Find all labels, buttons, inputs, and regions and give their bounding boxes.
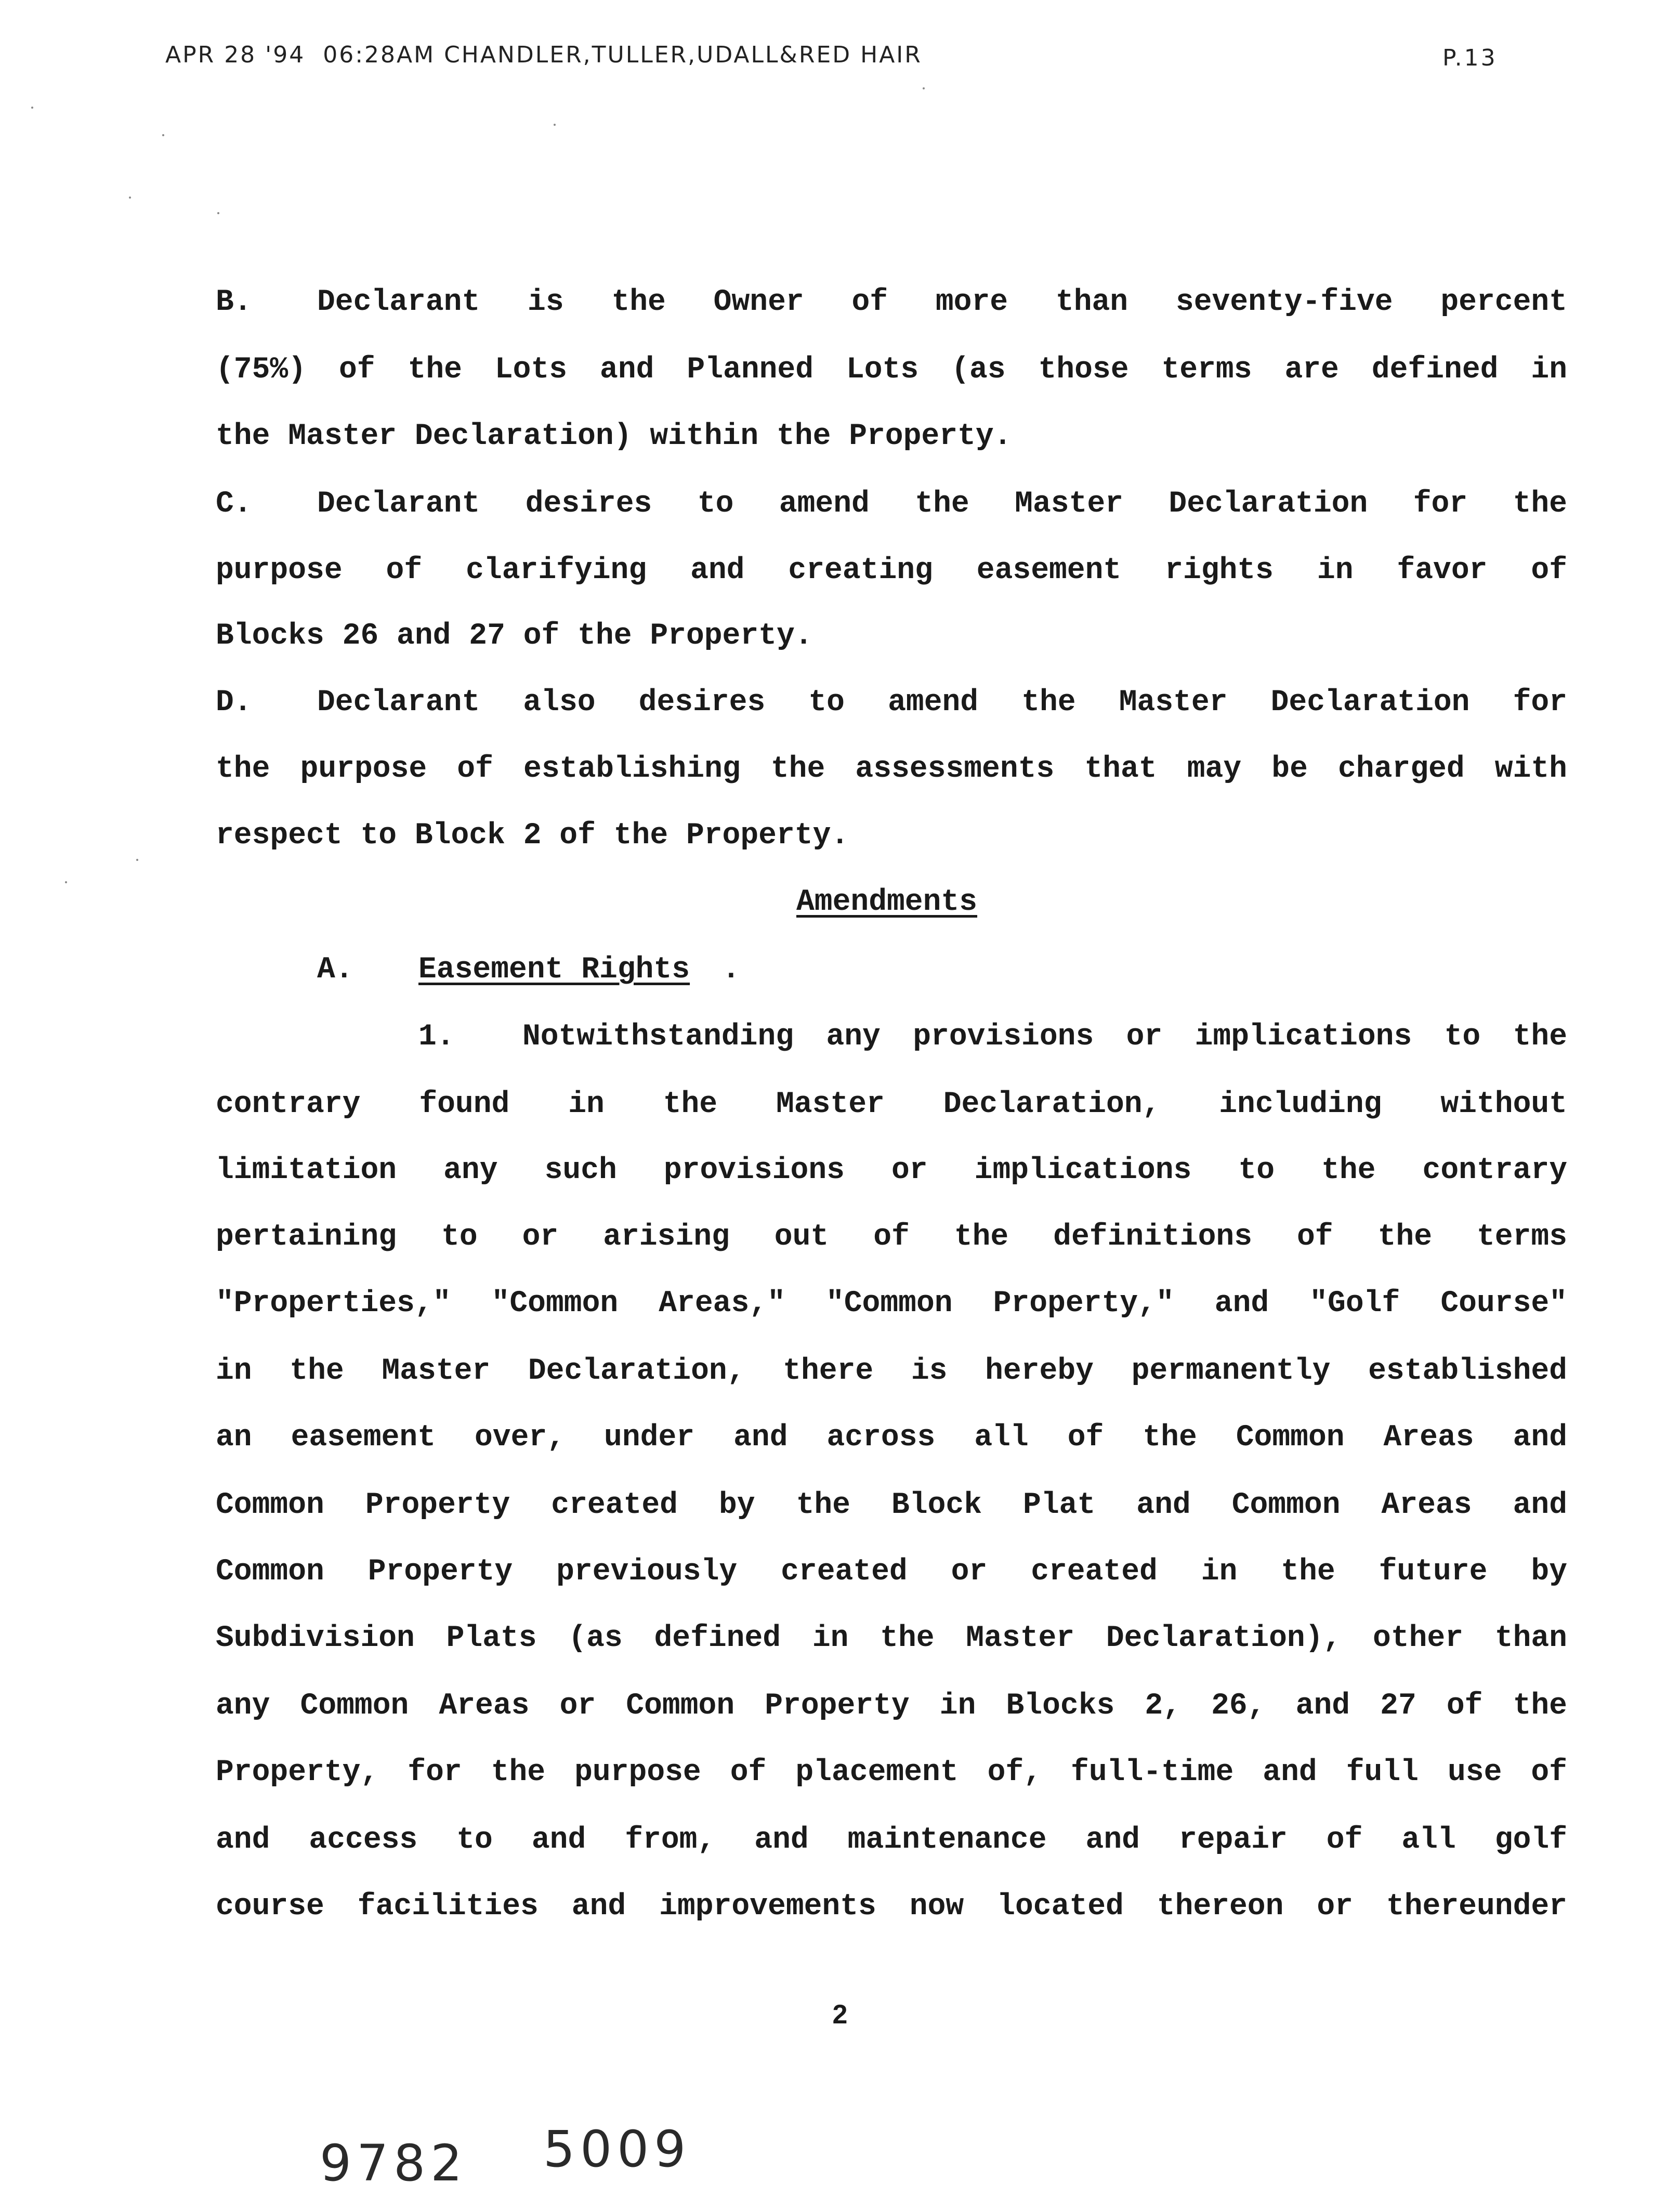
recital-b-line-3: the Master Declaration) within the Property. (216, 420, 1012, 453)
paragraph-1-line-5: "Properties," "Common Areas," "Common Property," and "Golf Course" (216, 1287, 1567, 1321)
scan-speck (923, 87, 925, 89)
paragraph-1-line-7: an easement over, under and across all of the Common Areas and (216, 1421, 1567, 1455)
paragraph-1-line-6: in the Master Declaration, there is hereby permanently established (216, 1354, 1567, 1388)
paragraph-1-line-1 (216, 1016, 1567, 1058)
page-number: 2 (832, 1999, 848, 2030)
fax-page-code: P.13 (1442, 45, 1498, 71)
paragraph-1-line-11: any Common Areas or Common Property in Blocks 2, 26, and 27 of the (216, 1689, 1567, 1723)
section-a-label: A. (317, 953, 353, 987)
recital-c-label: C. (216, 487, 252, 521)
scan-speck (31, 107, 33, 109)
scan-speck (162, 134, 164, 136)
recital-b-text: Declarant is the Owner of more than seventy-five percent (317, 285, 1567, 319)
recital-c-line-1 (216, 483, 1567, 525)
section-a-punct: . (722, 953, 740, 987)
paragraph-1-line-13: and access to and from, and maintenance and repair of all golf (216, 1823, 1567, 1857)
scan-speck (554, 124, 556, 126)
paragraph-1-line-2: contrary found in the Master Declaration, including without (216, 1088, 1567, 1121)
recital-d-line-1 (216, 682, 1567, 724)
amendments-heading (47, 882, 1680, 923)
paragraph-1-line-12: Property, for the purpose of placement of, full-time and full use of (216, 1756, 1567, 1789)
recital-d-label: D. (216, 686, 252, 720)
scan-speck (129, 197, 131, 199)
recital-b-line-2: (75%) of the Lots and Planned Lots (as those terms are defined in (216, 353, 1567, 387)
scan-speck (136, 859, 138, 861)
paragraph-1-line-14: course facilities and improvements now located thereon or thereunder (216, 1890, 1567, 1924)
scan-speck (217, 212, 219, 214)
paragraph-1-text: Notwithstanding any provisions or implications to the (522, 1020, 1567, 1054)
paragraph-1-line-10: Subdivision Plats (as defined in the Master Declaration), other than (216, 1622, 1567, 1655)
recital-c-line-2: purpose of clarifying and creating easement rights in favor of (216, 554, 1567, 587)
recital-b-label: B. (216, 285, 252, 319)
paragraph-1-line-4: pertaining to or arising out of the definitions of the terms (216, 1220, 1567, 1254)
amendments-heading-text: Amendments (796, 885, 978, 919)
recording-book-number: 9782 (320, 2134, 468, 2192)
recital-d-line-2: the purpose of establishing the assessments that may be charged with (216, 752, 1567, 786)
fax-header-line: APR 28 '94 06:28AM CHANDLER,TULLER,UDALL&RED HAIR (165, 42, 922, 68)
paragraph-1-line-9: Common Property previously created or created in the future by (216, 1555, 1567, 1589)
recital-b-line-1 (216, 282, 1567, 323)
paragraph-1-label: 1. (418, 1020, 455, 1054)
recital-d-line-3: respect to Block 2 of the Property. (216, 819, 849, 853)
recital-c-line-3: Blocks 26 and 27 of the Property. (216, 619, 813, 653)
paragraph-1-line-3: limitation any such provisions or implications to the contrary (216, 1154, 1567, 1187)
paragraph-1-line-8: Common Property created by the Block Plat and Common Areas and (216, 1488, 1567, 1522)
recital-c-text: Declarant desires to amend the Master Declaration for the (317, 487, 1567, 521)
recital-d-text: Declarant also desires to amend the Master Declaration for (317, 686, 1567, 720)
recording-page-number: 5009 (543, 2120, 691, 2178)
section-a-title: Easement Rights (418, 953, 690, 987)
section-a-heading (216, 949, 1567, 991)
